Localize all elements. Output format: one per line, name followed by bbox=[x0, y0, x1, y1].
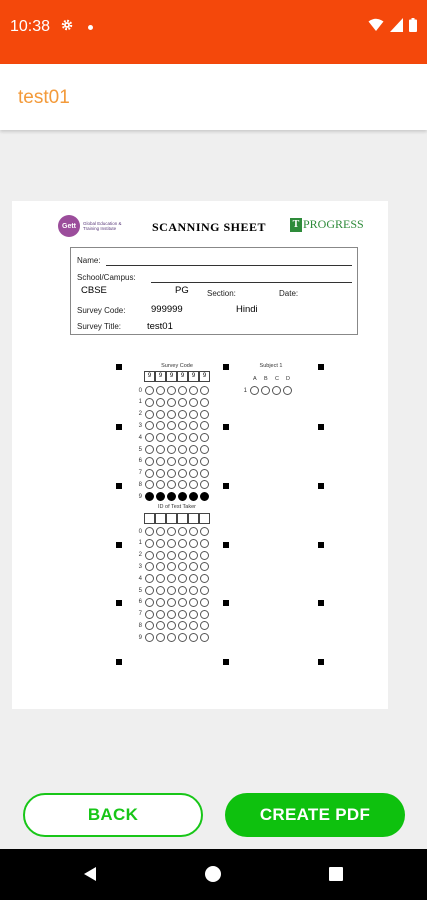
survey-title-value: test01 bbox=[147, 321, 173, 332]
subject-option-label: A bbox=[253, 376, 257, 382]
survey-code-bubble bbox=[189, 421, 198, 430]
subject-bubble bbox=[283, 386, 292, 395]
survey-code-box: 9 bbox=[144, 371, 155, 382]
settings-gear-icon bbox=[60, 18, 74, 32]
taker-id-bubble bbox=[156, 610, 165, 619]
survey-code-bubble bbox=[167, 492, 176, 501]
survey-code-row bbox=[138, 421, 211, 430]
survey-code-bubble bbox=[200, 445, 209, 454]
taker-id-bubble bbox=[200, 551, 209, 560]
survey-code-bubble bbox=[200, 398, 209, 407]
status-bar bbox=[0, 0, 427, 64]
survey-code-label: Survey Code: bbox=[77, 306, 126, 315]
survey-code-row-label: 6 bbox=[138, 458, 142, 465]
subject-row-label: 1 bbox=[243, 387, 247, 394]
taker-id-bubble bbox=[200, 539, 209, 548]
survey-title-label: Survey Title: bbox=[77, 322, 122, 331]
taker-id-bubble bbox=[145, 598, 154, 607]
taker-id-row bbox=[138, 621, 211, 630]
survey-code-bubble bbox=[189, 386, 198, 395]
survey-code-row bbox=[138, 457, 211, 466]
notification-dot-icon bbox=[88, 25, 93, 30]
section-label: Section: bbox=[207, 289, 236, 298]
survey-code-bubble bbox=[189, 469, 198, 478]
subject-bubble bbox=[261, 386, 270, 395]
survey-code-bubble bbox=[178, 398, 187, 407]
survey-code-bubble bbox=[178, 421, 187, 430]
taker-id-row-label: 6 bbox=[138, 599, 142, 606]
taker-id-row-label: 2 bbox=[138, 552, 142, 559]
survey-code-bubble bbox=[145, 492, 154, 501]
survey-code-row-label: 5 bbox=[138, 446, 142, 453]
survey-code-row bbox=[138, 492, 211, 501]
taker-id-bubble bbox=[200, 610, 209, 619]
taker-id-bubble bbox=[156, 551, 165, 560]
survey-code-bubble bbox=[167, 469, 176, 478]
gett-logo bbox=[58, 215, 129, 237]
survey-code-box: 9 bbox=[166, 371, 177, 382]
taker-id-row-label: 8 bbox=[138, 622, 142, 629]
subject-row bbox=[243, 386, 294, 395]
taker-id-bubble bbox=[200, 598, 209, 607]
survey-code-bubble bbox=[178, 492, 187, 501]
taker-id-box bbox=[188, 513, 199, 524]
survey-code-row-label: 0 bbox=[138, 387, 142, 394]
survey-code-bubble bbox=[145, 433, 154, 442]
survey-code-box: 9 bbox=[155, 371, 166, 382]
subject-bubble bbox=[250, 386, 259, 395]
taker-id-row-label: 0 bbox=[138, 528, 142, 535]
taker-id-bubble bbox=[145, 551, 154, 560]
taker-id-bubble bbox=[167, 527, 176, 536]
sheet-header bbox=[58, 215, 374, 239]
alignment-marker bbox=[116, 483, 122, 489]
progress-logo bbox=[290, 217, 364, 232]
survey-code-bubble bbox=[200, 469, 209, 478]
taker-id-row-label: 4 bbox=[138, 575, 142, 582]
taker-id-bubble bbox=[167, 598, 176, 607]
taker-id-bubble bbox=[156, 586, 165, 595]
taker-id-bubble bbox=[145, 633, 154, 642]
taker-id-bubble bbox=[200, 574, 209, 583]
taker-id-box bbox=[144, 513, 155, 524]
survey-code-bubble bbox=[167, 386, 176, 395]
taker-id-bubble bbox=[167, 633, 176, 642]
survey-code-bubble bbox=[145, 398, 154, 407]
school-line bbox=[151, 282, 352, 283]
taker-id-row-label: 7 bbox=[138, 611, 142, 618]
alignment-marker bbox=[223, 600, 229, 606]
survey-code-bubble bbox=[178, 445, 187, 454]
taker-id-box bbox=[155, 513, 166, 524]
survey-code-bubble bbox=[200, 457, 209, 466]
alignment-marker bbox=[318, 659, 324, 665]
alignment-marker bbox=[318, 364, 324, 370]
taker-id-bubble bbox=[167, 586, 176, 595]
survey-code-bubble bbox=[167, 421, 176, 430]
survey-code-bubble bbox=[145, 421, 154, 430]
taker-id-bubble bbox=[178, 562, 187, 571]
alignment-marker bbox=[318, 424, 324, 430]
survey-code-bubble bbox=[145, 457, 154, 466]
student-info-box bbox=[70, 247, 358, 335]
taker-id-bubble bbox=[156, 574, 165, 583]
taker-id-bubble bbox=[189, 598, 198, 607]
taker-id-bubble bbox=[145, 621, 154, 630]
taker-id-bubble bbox=[189, 539, 198, 548]
taker-id-bubble bbox=[145, 610, 154, 619]
subject-option-label: B bbox=[264, 376, 268, 382]
alignment-marker bbox=[318, 483, 324, 489]
survey-code-bubble bbox=[189, 457, 198, 466]
survey-code-grid-title: Survey Code bbox=[161, 363, 193, 369]
taker-id-bubble bbox=[178, 574, 187, 583]
language-value: Hindi bbox=[236, 304, 258, 315]
taker-id-row bbox=[138, 598, 211, 607]
taker-id-bubble bbox=[156, 633, 165, 642]
survey-code-row bbox=[138, 433, 211, 442]
alignment-marker bbox=[116, 424, 122, 430]
taker-id-box bbox=[177, 513, 188, 524]
survey-code-bubble bbox=[145, 410, 154, 419]
survey-code-bubble bbox=[156, 421, 165, 430]
wifi-icon bbox=[368, 18, 384, 32]
taker-id-bubble bbox=[145, 539, 154, 548]
taker-id-bubble bbox=[167, 539, 176, 548]
taker-id-row bbox=[138, 551, 211, 560]
survey-code-bubble bbox=[156, 469, 165, 478]
taker-id-bubble bbox=[167, 551, 176, 560]
subject-title: Subject 1 bbox=[259, 363, 283, 369]
taker-id-bubble bbox=[189, 551, 198, 560]
taker-id-row bbox=[138, 610, 211, 619]
survey-code-bubble bbox=[200, 480, 209, 489]
progress-logo-text: PROGRESS bbox=[303, 217, 364, 231]
survey-code-row bbox=[138, 410, 211, 419]
survey-code-row-label: 1 bbox=[138, 399, 142, 406]
board-value: CBSE bbox=[81, 285, 107, 296]
taker-id-bubble bbox=[178, 551, 187, 560]
taker-id-row bbox=[138, 527, 211, 536]
alignment-marker bbox=[116, 659, 122, 665]
survey-code-row-label: 2 bbox=[138, 411, 142, 418]
survey-code-row bbox=[138, 386, 211, 395]
taker-id-bubble bbox=[178, 586, 187, 595]
survey-code-row-label: 9 bbox=[138, 493, 142, 500]
create-pdf-button[interactable]: CREATE PDF bbox=[225, 793, 405, 837]
alignment-marker bbox=[318, 600, 324, 606]
survey-code-bubble bbox=[156, 410, 165, 419]
survey-code-row bbox=[138, 480, 211, 489]
survey-code-bubble bbox=[189, 445, 198, 454]
taker-id-bubble bbox=[167, 610, 176, 619]
app-bar bbox=[0, 64, 427, 130]
signal-icon bbox=[390, 18, 403, 32]
survey-code-box: 9 bbox=[199, 371, 210, 382]
survey-code-boxes bbox=[144, 371, 210, 382]
survey-code-value: 999999 bbox=[151, 304, 183, 315]
taker-id-bubble bbox=[178, 527, 187, 536]
alignment-marker bbox=[116, 600, 122, 606]
alignment-marker bbox=[223, 424, 229, 430]
survey-code-bubble bbox=[178, 386, 187, 395]
gett-logo-text: Global Education & Training Institute bbox=[83, 221, 122, 231]
name-label: Name: bbox=[77, 256, 101, 265]
page-title: test01 bbox=[18, 87, 70, 108]
taker-id-bubble bbox=[156, 598, 165, 607]
taker-id-bubble bbox=[189, 586, 198, 595]
status-time: 10:38 bbox=[10, 18, 51, 35]
alignment-marker bbox=[223, 542, 229, 548]
taker-id-bubble bbox=[178, 598, 187, 607]
taker-id-bubble bbox=[167, 621, 176, 630]
date-label: Date: bbox=[279, 289, 299, 298]
subject-bubble bbox=[272, 386, 281, 395]
taker-id-bubble bbox=[189, 633, 198, 642]
survey-code-bubble bbox=[167, 410, 176, 419]
taker-id-row bbox=[138, 586, 211, 595]
survey-code-bubble bbox=[200, 386, 209, 395]
survey-code-bubble bbox=[156, 445, 165, 454]
survey-code-bubble bbox=[156, 386, 165, 395]
survey-code-bubble bbox=[178, 410, 187, 419]
taker-id-bubble bbox=[189, 527, 198, 536]
survey-code-bubble bbox=[167, 457, 176, 466]
taker-id-row bbox=[138, 574, 211, 583]
survey-code-row bbox=[138, 469, 211, 478]
survey-code-bubble bbox=[167, 445, 176, 454]
taker-id-bubble bbox=[156, 562, 165, 571]
taker-id-bubble bbox=[200, 527, 209, 536]
survey-code-bubble bbox=[156, 457, 165, 466]
survey-code-row bbox=[138, 398, 211, 407]
taker-id-bubble bbox=[167, 574, 176, 583]
back-button[interactable]: BACK bbox=[23, 793, 203, 837]
survey-code-bubble bbox=[200, 433, 209, 442]
taker-id-bubble bbox=[200, 621, 209, 630]
taker-id-bubble bbox=[178, 539, 187, 548]
taker-id-bubble bbox=[178, 610, 187, 619]
survey-code-bubble bbox=[178, 469, 187, 478]
survey-code-bubble bbox=[178, 433, 187, 442]
subject-option-label: D bbox=[286, 376, 290, 382]
school-label: School/Campus: bbox=[77, 273, 136, 282]
survey-code-bubble bbox=[189, 398, 198, 407]
survey-code-bubble bbox=[145, 480, 154, 489]
name-line bbox=[106, 265, 352, 266]
progress-logo-mark: T bbox=[290, 218, 302, 232]
taker-id-bubble bbox=[145, 574, 154, 583]
taker-id-bubble bbox=[156, 539, 165, 548]
taker-id-bubble bbox=[156, 621, 165, 630]
sheet-title: SCANNING SHEET bbox=[152, 220, 267, 234]
alignment-marker bbox=[223, 483, 229, 489]
taker-id-bubble bbox=[178, 633, 187, 642]
survey-code-box: 9 bbox=[177, 371, 188, 382]
scanning-sheet-preview bbox=[12, 201, 388, 709]
survey-code-bubble bbox=[178, 457, 187, 466]
survey-code-bubble bbox=[145, 386, 154, 395]
survey-code-bubble bbox=[189, 433, 198, 442]
survey-code-bubble bbox=[178, 480, 187, 489]
taker-id-bubble bbox=[189, 610, 198, 619]
survey-code-row bbox=[138, 445, 211, 454]
taker-id-bubble bbox=[200, 562, 209, 571]
taker-id-boxes bbox=[144, 513, 210, 524]
taker-id-grid-title: ID of Test Taker bbox=[157, 504, 196, 510]
survey-code-bubble bbox=[200, 410, 209, 419]
level-value: PG bbox=[175, 285, 189, 296]
battery-icon bbox=[409, 18, 417, 32]
nav-home-icon[interactable] bbox=[205, 866, 221, 882]
gett-logo-mark: Gett bbox=[58, 215, 80, 237]
taker-id-bubble bbox=[189, 574, 198, 583]
nav-recents-icon[interactable] bbox=[329, 867, 343, 881]
taker-id-bubble bbox=[156, 527, 165, 536]
survey-code-bubble bbox=[156, 492, 165, 501]
alignment-marker bbox=[116, 364, 122, 370]
taker-id-row-label: 9 bbox=[138, 634, 142, 641]
taker-id-bubble bbox=[145, 586, 154, 595]
taker-id-bubble bbox=[167, 562, 176, 571]
survey-code-bubble bbox=[189, 492, 198, 501]
taker-id-row bbox=[138, 633, 211, 642]
taker-id-row bbox=[138, 562, 211, 571]
survey-code-bubble bbox=[200, 492, 209, 501]
survey-code-bubble bbox=[156, 433, 165, 442]
taker-id-bubble bbox=[145, 562, 154, 571]
survey-code-bubble bbox=[167, 398, 176, 407]
survey-code-row-label: 8 bbox=[138, 481, 142, 488]
taker-id-row-label: 3 bbox=[138, 563, 142, 570]
taker-id-box bbox=[166, 513, 177, 524]
survey-code-bubble bbox=[145, 469, 154, 478]
taker-id-bubble bbox=[145, 527, 154, 536]
alignment-marker bbox=[318, 542, 324, 548]
survey-code-bubble bbox=[156, 480, 165, 489]
taker-id-row-label: 1 bbox=[138, 540, 142, 547]
survey-code-bubble bbox=[167, 433, 176, 442]
taker-id-bubble bbox=[189, 562, 198, 571]
nav-back-icon[interactable] bbox=[82, 866, 98, 882]
taker-id-bubble bbox=[189, 621, 198, 630]
survey-code-bubble bbox=[189, 480, 198, 489]
survey-code-bubble bbox=[156, 398, 165, 407]
taker-id-bubble bbox=[200, 633, 209, 642]
alignment-marker bbox=[223, 364, 229, 370]
survey-code-box: 9 bbox=[188, 371, 199, 382]
taker-id-row bbox=[138, 539, 211, 548]
survey-code-bubble bbox=[167, 480, 176, 489]
survey-code-row-label: 3 bbox=[138, 422, 142, 429]
taker-id-bubble bbox=[200, 586, 209, 595]
navigation-bar bbox=[0, 849, 427, 900]
survey-code-bubble bbox=[189, 410, 198, 419]
survey-code-row-label: 7 bbox=[138, 470, 142, 477]
taker-id-bubble bbox=[178, 621, 187, 630]
alignment-marker bbox=[223, 659, 229, 665]
survey-code-row-label: 4 bbox=[138, 434, 142, 441]
alignment-marker bbox=[116, 542, 122, 548]
taker-id-box bbox=[199, 513, 210, 524]
survey-code-bubble bbox=[200, 421, 209, 430]
subject-option-label: C bbox=[275, 376, 279, 382]
survey-code-bubble bbox=[145, 445, 154, 454]
taker-id-row-label: 5 bbox=[138, 587, 142, 594]
